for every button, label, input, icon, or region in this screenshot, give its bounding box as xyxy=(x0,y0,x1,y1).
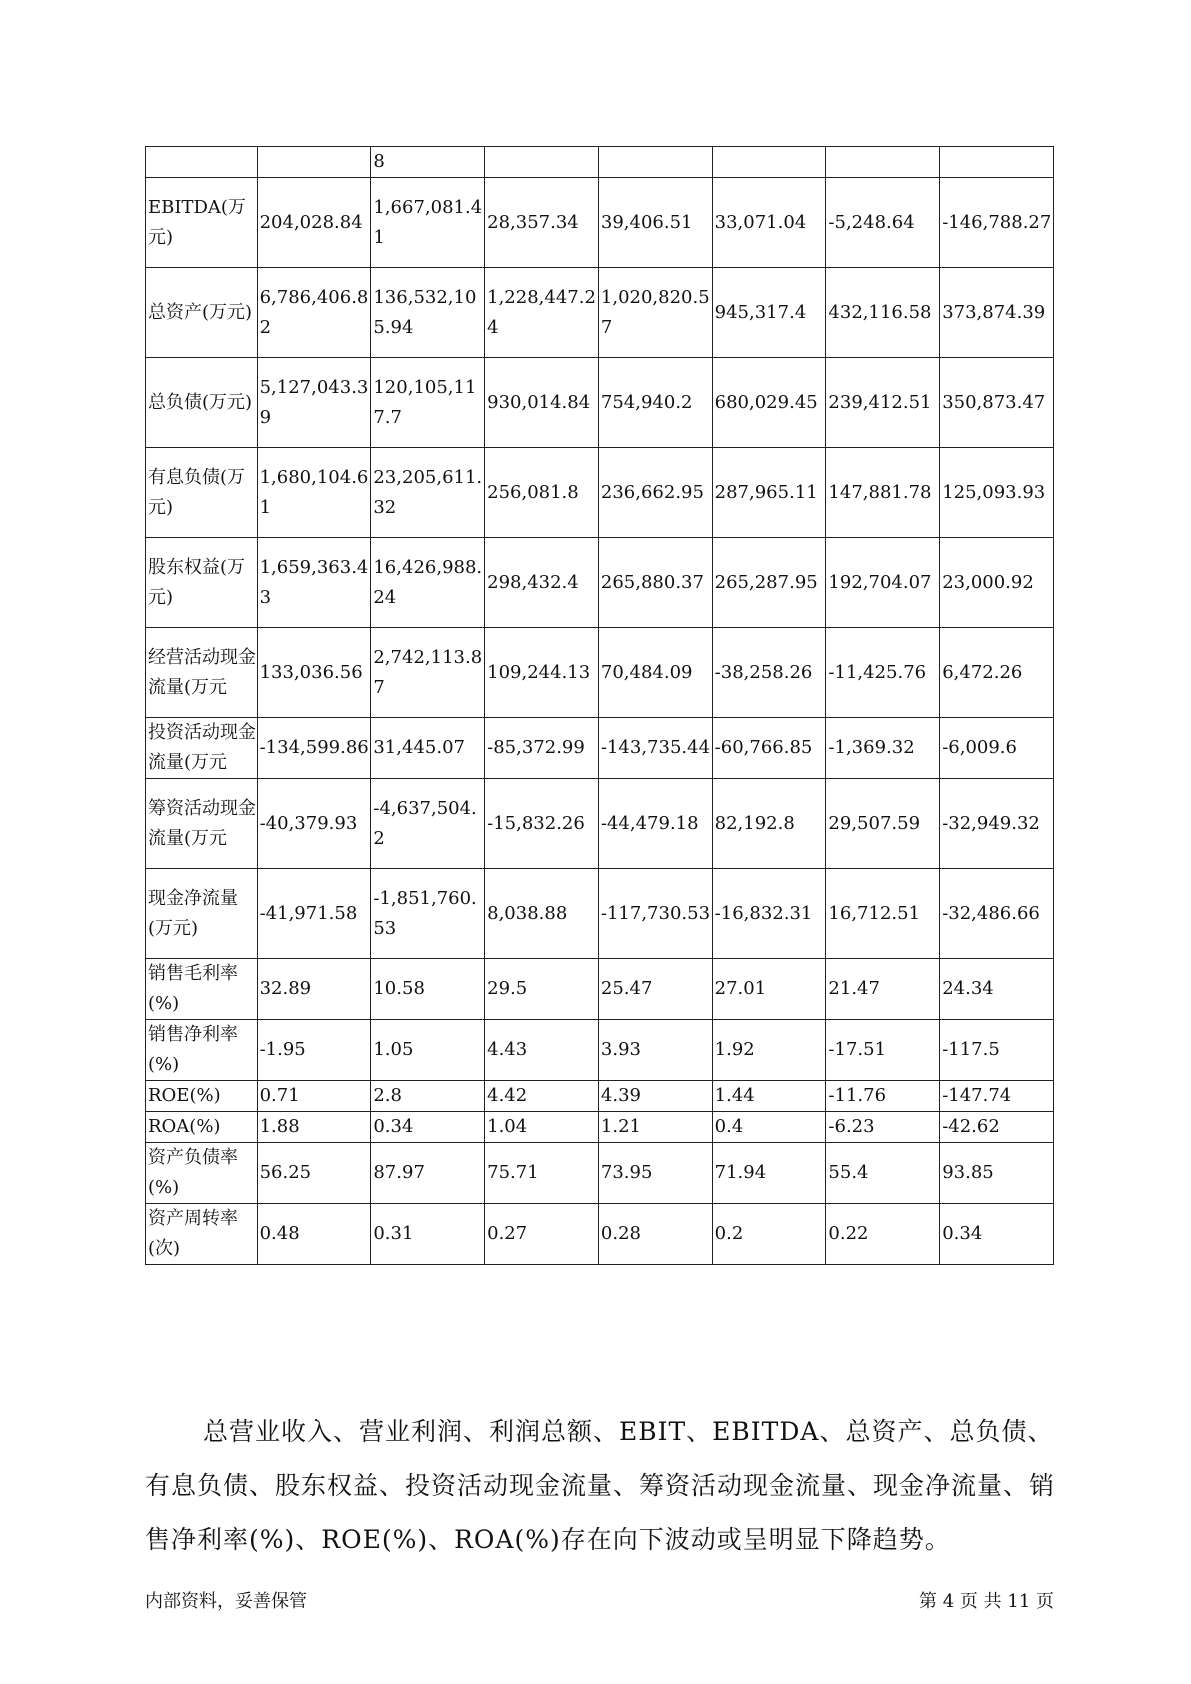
table-cell: -1,369.32 xyxy=(826,718,940,779)
table-cell: 16,426,988.24 xyxy=(371,538,485,628)
table-cell: 0.48 xyxy=(257,1204,371,1265)
table-cell: 28,357.34 xyxy=(485,178,599,268)
table-cell: -11.76 xyxy=(826,1081,940,1112)
table-cell: -134,599.86 xyxy=(257,718,371,779)
row-label: 投资活动现金流量(万元 xyxy=(146,718,258,779)
table-row xyxy=(146,538,1054,628)
table-cell: -32,486.66 xyxy=(940,869,1054,959)
table-cell: -143,735.44 xyxy=(598,718,712,779)
table-cell: -6,009.6 xyxy=(940,718,1054,779)
table-row xyxy=(146,779,1054,869)
table-cell: 87.97 xyxy=(371,1143,485,1204)
row-label: 总负债(万元) xyxy=(146,358,258,448)
row-label: 股东权益(万元) xyxy=(146,538,258,628)
table-cell: 21.47 xyxy=(826,959,940,1020)
table-cell: 3.93 xyxy=(598,1020,712,1081)
table-cell: 24.34 xyxy=(940,959,1054,1020)
table-cell: 0.27 xyxy=(485,1204,599,1265)
table-cell: 31,445.07 xyxy=(371,718,485,779)
table-cell: 1,667,081.41 xyxy=(371,178,485,268)
table-cell: 265,880.37 xyxy=(598,538,712,628)
table-cell: 1.44 xyxy=(712,1081,826,1112)
table-cell: -16,832.31 xyxy=(712,869,826,959)
table-cell: 0.4 xyxy=(712,1112,826,1143)
table-cell: -1,851,760.53 xyxy=(371,869,485,959)
table-cell: -117,730.53 xyxy=(598,869,712,959)
table-cell: 4.39 xyxy=(598,1081,712,1112)
table-cell: 109,244.13 xyxy=(485,628,599,718)
row-label: ROA(%) xyxy=(146,1112,258,1143)
table-row xyxy=(146,1020,1054,1081)
table-cell: 32.89 xyxy=(257,959,371,1020)
table-cell: -42.62 xyxy=(940,1112,1054,1143)
table-cell: 2,742,113.87 xyxy=(371,628,485,718)
table-cell: 55.4 xyxy=(826,1143,940,1204)
table-row xyxy=(146,718,1054,779)
row-label: 经营活动现金流量(万元 xyxy=(146,628,258,718)
table-cell: 136,532,105.94 xyxy=(371,268,485,358)
row-label: 资产负债率(%) xyxy=(146,1143,258,1204)
table-cell: 265,287.95 xyxy=(712,538,826,628)
table-row xyxy=(146,1204,1054,1265)
table-cell: 192,704.07 xyxy=(826,538,940,628)
table-cell: 4.43 xyxy=(485,1020,599,1081)
table-cell: 29.5 xyxy=(485,959,599,1020)
table-cell: -44,479.18 xyxy=(598,779,712,869)
table-cell: 1,020,820.57 xyxy=(598,268,712,358)
table-cell: 93.85 xyxy=(940,1143,1054,1204)
table-cell: -38,258.26 xyxy=(712,628,826,718)
table-cell: -15,832.26 xyxy=(485,779,599,869)
table-cell xyxy=(712,147,826,178)
table-cell: -1.95 xyxy=(257,1020,371,1081)
table-cell: 6,472.26 xyxy=(940,628,1054,718)
table-cell: -60,766.85 xyxy=(712,718,826,779)
table-cell: 204,028.84 xyxy=(257,178,371,268)
table-cell: 1.04 xyxy=(485,1112,599,1143)
table-row xyxy=(146,1112,1054,1143)
table-cell: 432,116.58 xyxy=(826,268,940,358)
table-cell: 0.34 xyxy=(940,1204,1054,1265)
table-row xyxy=(146,869,1054,959)
table-row xyxy=(146,1081,1054,1112)
table-cell: 16,712.51 xyxy=(826,869,940,959)
table-cell: -85,372.99 xyxy=(485,718,599,779)
row-label: 销售毛利率(%) xyxy=(146,959,258,1020)
table-cell: 120,105,117.7 xyxy=(371,358,485,448)
table-cell xyxy=(485,147,599,178)
table-cell: 71.94 xyxy=(712,1143,826,1204)
row-label xyxy=(146,147,258,178)
table-cell: -4,637,504.2 xyxy=(371,779,485,869)
table-cell: 27.01 xyxy=(712,959,826,1020)
row-label: 总资产(万元) xyxy=(146,268,258,358)
table-cell: -32,949.32 xyxy=(940,779,1054,869)
table-cell: 0.28 xyxy=(598,1204,712,1265)
table-cell: 147,881.78 xyxy=(826,448,940,538)
table-cell: 6,786,406.82 xyxy=(257,268,371,358)
table-cell: 1,228,447.24 xyxy=(485,268,599,358)
table-row xyxy=(146,178,1054,268)
table-row xyxy=(146,628,1054,718)
table-cell: -11,425.76 xyxy=(826,628,940,718)
table-cell: 10.58 xyxy=(371,959,485,1020)
table-cell: -17.51 xyxy=(826,1020,940,1081)
table-row xyxy=(146,147,1054,178)
table-cell: -41,971.58 xyxy=(257,869,371,959)
row-label: 现金净流量(万元) xyxy=(146,869,258,959)
table-cell: 930,014.84 xyxy=(485,358,599,448)
table-cell xyxy=(598,147,712,178)
table-cell: 23,205,611.32 xyxy=(371,448,485,538)
table-cell: 39,406.51 xyxy=(598,178,712,268)
table-cell: 1.92 xyxy=(712,1020,826,1081)
row-label: ROE(%) xyxy=(146,1081,258,1112)
table-cell: 256,081.8 xyxy=(485,448,599,538)
table-cell: 236,662.95 xyxy=(598,448,712,538)
table-cell: 25.47 xyxy=(598,959,712,1020)
table-row xyxy=(146,959,1054,1020)
table-cell: 73.95 xyxy=(598,1143,712,1204)
footer-confidential-note: 内部资料，妥善保管 xyxy=(145,1591,307,1612)
table-cell xyxy=(257,147,371,178)
table-cell: 75.71 xyxy=(485,1143,599,1204)
footer-page-number: 第 4 页 共 11 页 xyxy=(919,1591,1054,1612)
table-cell: 4.42 xyxy=(485,1081,599,1112)
row-label: 销售净利率(%) xyxy=(146,1020,258,1081)
table-row xyxy=(146,268,1054,358)
table-cell: 8,038.88 xyxy=(485,869,599,959)
table-row xyxy=(146,1143,1054,1204)
table-cell: 56.25 xyxy=(257,1143,371,1204)
table-cell: 298,432.4 xyxy=(485,538,599,628)
table-body xyxy=(146,147,1054,1265)
table-cell: 2.8 xyxy=(371,1081,485,1112)
summary-paragraph: 总营业收入、营业利润、利润总额、EBIT、EBITDA、总资产、总负债、有息负债、股东权益、投资活动现金流量、筹资活动现金流量、现金净流量、销售净利率(%)、ROE(%)、ROA(%)存在向下波动或呈明显下降趋势。 xyxy=(145,1417,1056,1554)
table-cell: -6.23 xyxy=(826,1112,940,1143)
row-label: 有息负债(万元) xyxy=(146,448,258,538)
table-row xyxy=(146,448,1054,538)
table-cell xyxy=(940,147,1054,178)
table-cell: 23,000.92 xyxy=(940,538,1054,628)
table-row xyxy=(146,358,1054,448)
table-cell: 1,680,104.61 xyxy=(257,448,371,538)
table-cell: 239,412.51 xyxy=(826,358,940,448)
table-cell: 287,965.11 xyxy=(712,448,826,538)
table-cell: 0.2 xyxy=(712,1204,826,1265)
table-cell: 0.31 xyxy=(371,1204,485,1265)
row-label: EBITDA(万元) xyxy=(146,178,258,268)
table-cell: 0.71 xyxy=(257,1081,371,1112)
table-cell: -5,248.64 xyxy=(826,178,940,268)
table-cell: 350,873.47 xyxy=(940,358,1054,448)
table-cell: -40,379.93 xyxy=(257,779,371,869)
row-label: 资产周转率(次) xyxy=(146,1204,258,1265)
table-cell: 1.05 xyxy=(371,1020,485,1081)
table-cell: 1.88 xyxy=(257,1112,371,1143)
table-cell: 125,093.93 xyxy=(940,448,1054,538)
table-cell: 1,659,363.43 xyxy=(257,538,371,628)
table-cell: 8 xyxy=(371,147,485,178)
table-cell xyxy=(826,147,940,178)
table-cell: 754,940.2 xyxy=(598,358,712,448)
row-label: 筹资活动现金流量(万元 xyxy=(146,779,258,869)
table-cell: -117.5 xyxy=(940,1020,1054,1081)
table-cell: 70,484.09 xyxy=(598,628,712,718)
table-cell: 5,127,043.39 xyxy=(257,358,371,448)
table-cell: 33,071.04 xyxy=(712,178,826,268)
table-cell: 0.34 xyxy=(371,1112,485,1143)
table-cell: 82,192.8 xyxy=(712,779,826,869)
table-cell: 945,317.4 xyxy=(712,268,826,358)
table-cell: 680,029.45 xyxy=(712,358,826,448)
table-cell: 29,507.59 xyxy=(826,779,940,869)
table-cell: 0.22 xyxy=(826,1204,940,1265)
financial-table xyxy=(145,146,1054,1265)
table-cell: 1.21 xyxy=(598,1112,712,1143)
table-cell: -147.74 xyxy=(940,1081,1054,1112)
table-cell: -146,788.27 xyxy=(940,178,1054,268)
table-cell: 133,036.56 xyxy=(257,628,371,718)
table-cell: 373,874.39 xyxy=(940,268,1054,358)
